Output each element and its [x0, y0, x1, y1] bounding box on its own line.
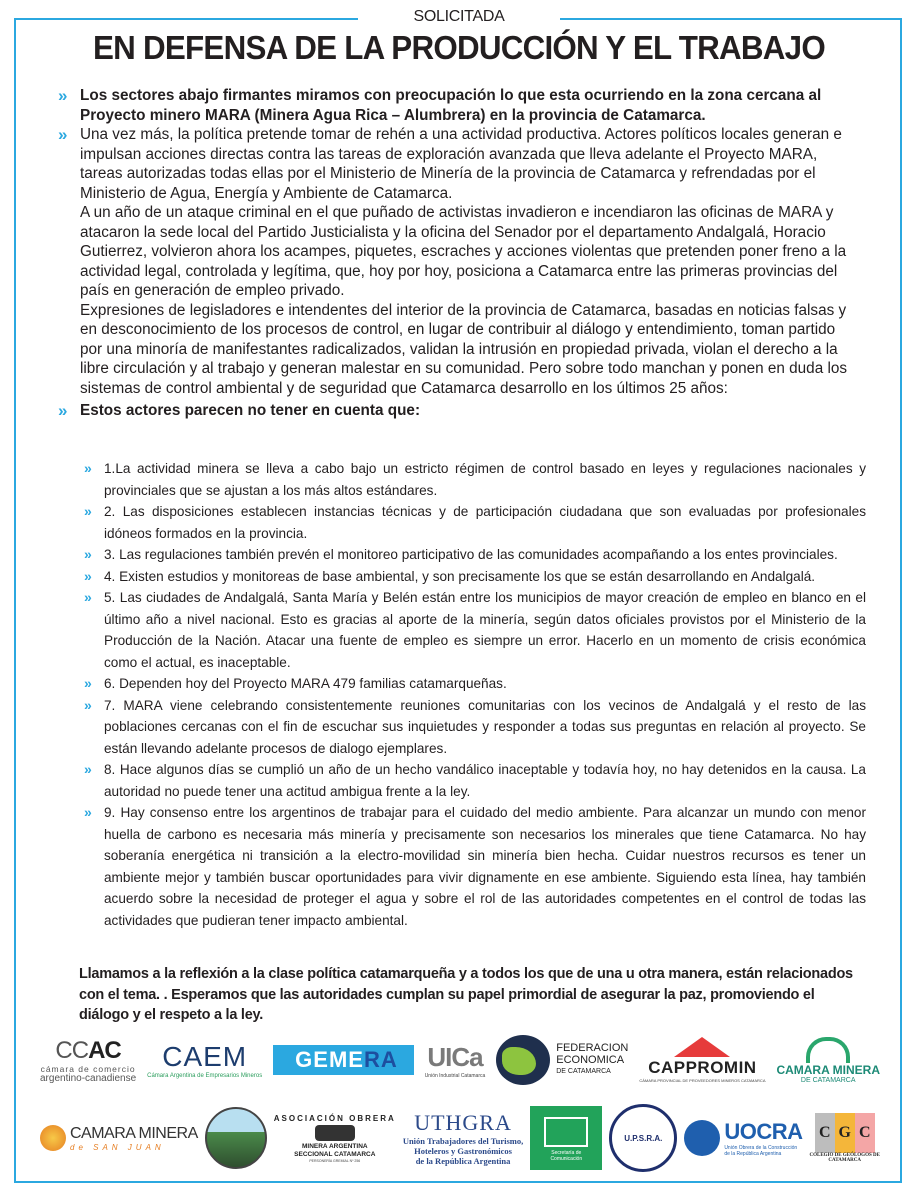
uocra-line2: de la República Argentina — [724, 1151, 782, 1157]
fec-line2: ECONOMICA — [556, 1054, 625, 1066]
cgc-g: G — [835, 1113, 855, 1153]
point-text: 6. Dependen hoy del Proyecto MARA 479 familias catamarqueñas. — [104, 676, 507, 691]
cmc-sub: DE CATAMARCA — [800, 1076, 856, 1084]
ccac-line2: argentino-canadiense — [40, 1072, 137, 1084]
mountain-arc-icon — [806, 1037, 850, 1063]
intro-text-3: A un año de un ataque criminal en el que puñado de activistas invadieron e incendiaron las oficinas de MARA y atacaron la sede local del Partido Justicialista y la oficina del Senador por el departamento Andalgalá, Horacio Gutierrez, volvieron ahora los acampes, piquetes, escraches y acciones violentas que pretenden poner freno a la actividad legal, controlada y legítima, que, hoy por hoy, posiciona a Catamarca entre las primeras provincias del país en generación de empleo privado. — [80, 204, 847, 299]
cappromin-sub: CÁMARA PROVINCIAL DE PROVEEDORES MINEROS CATAMARCA — [639, 1078, 766, 1083]
upsra-name: U.P.S.R.A. — [624, 1133, 663, 1143]
closing-statement: Llamamos a la reflexión a la clase política catamarqueña y a todos los que de una u otra manera, están relacionados con el tema. . Esperamos que las autoridades cumplan su papel primordial de asegurar la paz, promoviendo el diálogo y el respeto a la ley. — [79, 966, 853, 1023]
ccac-logo — [40, 1037, 136, 1084]
fec-line1: FEDERACION — [556, 1042, 629, 1054]
double-chevron-right-icon: » — [84, 589, 88, 605]
mountain-road-icon — [205, 1107, 267, 1169]
list-item — [84, 587, 866, 673]
upsra-logo — [609, 1104, 677, 1172]
uthgra-name: UTHGRA — [414, 1110, 512, 1135]
handshake-icon — [315, 1125, 355, 1141]
double-chevron-right-icon: » — [58, 125, 64, 144]
gear-map-icon — [496, 1035, 550, 1085]
uthgra-logo — [403, 1110, 523, 1166]
sun-icon — [40, 1125, 66, 1151]
cappromin-name: CAPPROMIN — [648, 1058, 757, 1077]
gemera-b: RA — [363, 1047, 398, 1072]
double-chevron-right-icon: » — [84, 696, 88, 713]
colegio-geologos-logo — [810, 1113, 880, 1163]
cgc-line1: COLEGIO DE GEÓLOGOS DE — [809, 1153, 880, 1158]
choferes-line1: Secretaría de — [551, 1150, 582, 1156]
uica-logo — [425, 1042, 486, 1079]
truck-icon — [544, 1117, 588, 1147]
camara-minera-catamarca-logo — [776, 1037, 880, 1084]
uthgra-line2: Hoteleros y Gastronómicos — [414, 1146, 512, 1156]
amo-arc: ASOCIACIÓN OBRERA — [273, 1113, 396, 1123]
asociacion-obrera-minera-logo — [274, 1114, 396, 1163]
list-item — [84, 695, 866, 760]
ccac-mark-a: CC — [55, 1036, 89, 1064]
point-text: 4. Existen estudios y monitoreas de base ambiental, y son precisamente los que se están desarrollando en Andalgalá. — [104, 568, 816, 584]
list-item — [84, 673, 866, 695]
fec-line3: DE CATAMARCA — [556, 1068, 611, 1075]
uica-sub: Unión Industrial Catamarca — [424, 1072, 486, 1079]
double-chevron-right-icon: » — [58, 401, 64, 420]
double-chevron-right-icon: » — [84, 804, 88, 820]
cmc-name: CAMARA MINERA — [776, 1062, 880, 1077]
caem-logo — [147, 1041, 262, 1079]
page-title: EN DEFENSA DE LA PRODUCCIÓN Y EL TRABAJO — [93, 29, 825, 66]
choferes-line2: Comunicación — [550, 1156, 583, 1162]
signatories-row-1 — [40, 1030, 880, 1090]
uocra-logo — [684, 1119, 802, 1157]
list-item — [84, 501, 866, 544]
points-list — [84, 458, 866, 931]
gemera-logo — [273, 1045, 414, 1075]
double-chevron-right-icon: » — [84, 761, 88, 777]
intro-paragraph-2 — [58, 125, 858, 398]
intro-text-4: Expresiones de legisladores e intendentes del interior de la provincia de Catamarca, basadas en noticias falsas y en desconocimiento de los procesos de control, en lugar de contribuir al diálogo y entendimiento, toman partido por una minoría de manifestantes radicalizados, validan la intrusión en propiedad privada, violan el derecho a la libre circulación y al trabajo y generan malestar en su comunidad. Pero sobre todo manchan y ponen en duda los sistemas de control ambiental y de seguridad que Catamarca desarrollo en los últimos 25 años: — [80, 301, 848, 397]
uthgra-line3: de la República Argentina — [415, 1156, 511, 1166]
lead-line — [58, 401, 858, 421]
lead-text: Estos actores parecen no tener en cuenta que: — [80, 402, 421, 419]
cgc-c1: C — [815, 1113, 835, 1153]
double-chevron-right-icon: » — [58, 86, 64, 105]
point-text: 1.La actividad minera se lleva a cabo bajo un estricto régimen de control basado en leyes y regulaciones nacionales y provinciales que se ajustan a los más altos estándares. — [104, 461, 866, 498]
cgc-line2: CATAMARCA — [828, 1158, 862, 1163]
ccac-mark-b: AC — [88, 1036, 121, 1064]
list-item — [84, 802, 866, 931]
point-text: 2. Las disposiciones establecen instancias técnicas y de participación ciudadana que son evaluadas por profesionales idóneos formados en la provincia. — [104, 504, 866, 541]
double-chevron-right-icon: » — [84, 675, 88, 691]
cappromin-logo — [639, 1037, 765, 1083]
uocra-line1: Unión Obrera de la Construcción — [724, 1145, 798, 1151]
point-text: 9. Hay consenso entre los argentinos de trabajar para el cuidado del medio ambiente. Para alcanzar un mundo con menor huella de carbono es necesaria más minería y precisamente son necesarios los minerales que tiene Catamarca. No hay soberanía energética ni transición a la electro-movilidad sin minería bien hecha. Cuidar nuestros recursos es tener un ambiente mejor y también buscar oportunidades para vivir dignamente en ese ambiente. Siguiendo esta línea, hay también acuerdo sobre la necesidad de proteger el agua y sobre el rol de las autoridades competentes en el control de todas las actividades que pudieran tener impacto ambiental. — [104, 805, 866, 928]
double-chevron-right-icon: » — [84, 460, 88, 476]
amo-line2: SECCIONAL CATAMARCA — [294, 1150, 376, 1158]
uthgra-line1: Unión Trabajadores del Turismo, — [402, 1136, 524, 1146]
camara-minera-san-juan-logo — [40, 1125, 198, 1152]
double-chevron-right-icon: » — [84, 546, 88, 562]
double-chevron-right-icon: » — [84, 567, 88, 584]
camara-autotransporte-logo — [205, 1107, 267, 1169]
cgc-c2: C — [855, 1113, 875, 1153]
gemera-a: GEME — [295, 1047, 364, 1072]
signatories-row-2 — [40, 1102, 880, 1174]
point-text: 5. Las ciudades de Andalgalá, Santa María y Belén están entre los municipios de mayor creación de empleo en blanco en el último año a nivel nacional. Esto es gracias al aporte de la minería, según datos oficiales provistos por el Ministerio de la Producción de la Nación. Atacar una fuente de empleo es siempre un error. Hacerlo en un momento de crisis económica como el actual, es inaceptable. — [104, 590, 866, 670]
uocra-name: UOCRA — [724, 1119, 803, 1144]
caem-name: CAEM — [162, 1041, 248, 1072]
list-item — [84, 566, 866, 588]
uica-name: UICa — [427, 1041, 483, 1072]
double-chevron-right-icon: » — [84, 503, 88, 519]
point-text: 7. MARA viene celebrando consistentemente reuniones comunitarias con los vecinos de Andalgalá y el resto de las poblaciones cercanas con el fin de escuchar sus inquietudes y responder a todas sus preguntas en relación al proyecto. Se están llevando adelante procesos de dialogo ejemplares. — [104, 697, 866, 756]
amo-line3: PERSONERÍA GREMIAL Nº 256 — [309, 1158, 361, 1163]
caem-sub: Cámara Argentina de Empresarios Mineros — [147, 1073, 263, 1079]
cmsj-sub: de SAN JUAN — [70, 1142, 165, 1152]
list-item — [84, 458, 866, 501]
helmet-icon — [684, 1120, 720, 1156]
intro-section — [58, 86, 858, 421]
federacion-economica-logo — [496, 1035, 628, 1085]
roof-icon — [674, 1037, 730, 1057]
point-text: 3. Las regulaciones también prevén el monitoreo participativo de las comunidades acompañando a los entes provinciales. — [104, 547, 838, 562]
ccac-line1: cámara de comercio — [40, 1063, 136, 1074]
cmsj-name: CAMARA MINERA — [70, 1124, 198, 1142]
point-text: 8. Hace algunos días se cumplió un año de un hecho vandálico inaceptable y todavía hoy, no hay detenidos en la causa. La autoridad no puede tener una actitud ambigua frente a la ley. — [104, 762, 866, 799]
kicker-label: SOLICITADA — [413, 8, 505, 25]
amo-line1: MINERA ARGENTINA — [301, 1142, 368, 1150]
sindicato-choferes-logo — [530, 1106, 602, 1170]
intro-text-2: Una vez más, la política pretende tomar de rehén a una actividad productiva. Actores políticos locales generan e impulsan acciones directas contra las tareas de exploración avanzada que lleva adelante el Proyecto MARA, tareas autorizadas todas ellas por el Ministerio de Minería de la provincia de Catamarca y refrendadas por el Ministerio de Agua, Energía y Ambiente de Catamarca. — [80, 126, 842, 202]
list-item — [84, 544, 866, 566]
intro-paragraph-1 — [58, 86, 858, 125]
list-item — [84, 759, 866, 802]
intro-text-1: Los sectores abajo firmantes miramos con preocupación lo que esta ocurriendo en la zona cercana al Proyecto minero MARA (Minera Agua Rica – Alumbrera) en la provincia de Catamarca. — [80, 87, 822, 124]
